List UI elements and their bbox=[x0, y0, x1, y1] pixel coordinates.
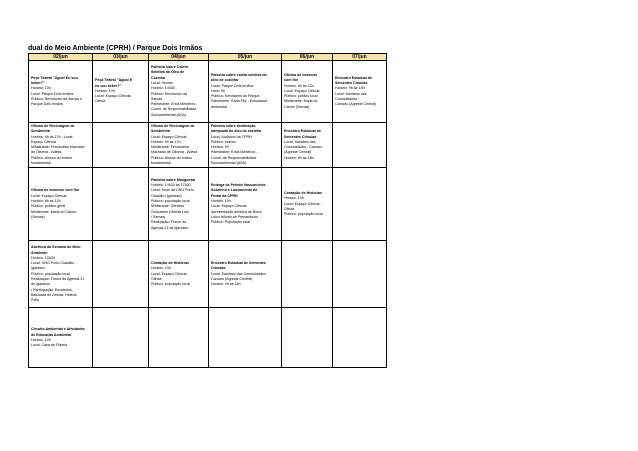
event-entry bbox=[211, 261, 279, 287]
event-title: Oficina de bonecos com flor bbox=[31, 188, 80, 193]
event-title: eu vou beber?" bbox=[95, 83, 122, 88]
schedule-cell bbox=[282, 308, 333, 368]
schedule-cell bbox=[333, 61, 387, 123]
schedule-cell bbox=[29, 241, 93, 308]
event-title: óleo de cozinha bbox=[211, 78, 238, 83]
event-detail: Horário: 10h30 bbox=[31, 255, 55, 260]
event-detail: Batucada do Zemas, Helena bbox=[31, 292, 77, 297]
schedule-cell bbox=[93, 123, 149, 168]
event-detail: Horário: 9h às 17h - Local: bbox=[31, 134, 74, 139]
sheet-title: dual do Meio Ambiente (CPRH) / Parque Dois Irmãos bbox=[28, 45, 203, 52]
event-detail: Realização: Fórum da Agenda 21 bbox=[31, 277, 85, 282]
event-detail: Coord. de Responsabilidade bbox=[211, 155, 257, 160]
event-entry bbox=[31, 188, 90, 220]
event-title: com flor bbox=[284, 78, 299, 83]
day-header: 03/jun bbox=[93, 54, 149, 61]
event-detail: Público: público local bbox=[284, 94, 318, 99]
event-title: Contação de Histórias bbox=[151, 261, 189, 266]
schedule-cell bbox=[209, 61, 282, 123]
event-detail: Realização: Fórum da bbox=[151, 220, 187, 225]
event-detail: Local: Parque Dois Irmãos bbox=[31, 91, 74, 96]
schedule-cell bbox=[333, 308, 387, 368]
event-title: Encontro Estadual de bbox=[284, 129, 321, 134]
event-title: Peça Teatral "Água! Eu vou bbox=[31, 75, 78, 80]
event-detail: Palestrante: Karla Flor - Educadora bbox=[211, 99, 268, 104]
event-detail: Socioambiental (ASA) bbox=[151, 112, 187, 117]
event-detail: Ministrante: Gerelino bbox=[151, 204, 185, 209]
schedule-row bbox=[29, 308, 387, 368]
event-detail: Local: Espaço Ciência bbox=[95, 94, 131, 99]
event-detail: Local: Auditório da CPRH bbox=[211, 134, 252, 139]
event-detail: Horário: 10h bbox=[31, 86, 51, 91]
schedule-cell bbox=[29, 308, 93, 368]
event-detail: Olinda bbox=[151, 277, 162, 282]
event-detail: Público: público geral bbox=[31, 204, 66, 209]
event-title: Circuito Ambiental e Atividades bbox=[31, 327, 85, 332]
day-header: 07/jun bbox=[333, 54, 387, 61]
event-detail: Espaço Ciência bbox=[31, 139, 56, 144]
schedule-row bbox=[29, 168, 387, 241]
event-title: Oficina de Reciclagem de bbox=[151, 124, 195, 128]
event-detail: Caruaru (Agreste Central) bbox=[211, 277, 253, 282]
event-detail: Gonçalves (Vilinha Lins bbox=[151, 209, 189, 214]
event-detail: • Participação: Escoteiros, bbox=[31, 287, 73, 292]
event-title: Sementes Crioulas bbox=[284, 134, 317, 139]
event-title: Sombrinha bbox=[151, 129, 170, 134]
event-detail: (Semas) bbox=[31, 214, 45, 219]
schedule-cell bbox=[282, 241, 333, 308]
event-title: Peça Teatral "Água! E bbox=[95, 78, 133, 83]
event-detail: Local: Sanitário das bbox=[335, 91, 367, 96]
event-detail: Público: Servidores da bbox=[151, 91, 187, 96]
schedule-cell bbox=[93, 241, 149, 308]
event-detail: Semas bbox=[151, 96, 163, 101]
event-detail: Horário: 8h às 12h bbox=[284, 83, 314, 88]
event-entry bbox=[211, 73, 279, 110]
event-title: Crioulas bbox=[211, 266, 226, 271]
event-detail: Local: ONG Porto Cidadão - bbox=[31, 261, 76, 266]
event-entry bbox=[151, 261, 206, 287]
event-title: Encontro Estadual de bbox=[335, 75, 372, 80]
event-title: Oficina de Reciclagem de bbox=[31, 124, 75, 128]
event-entry bbox=[284, 129, 330, 161]
event-detail: Ministrante: Maria do Carmo bbox=[31, 209, 77, 214]
event-title: Portal da CPRH bbox=[211, 193, 238, 198]
event-detail: Comunidades - Caruaru bbox=[284, 145, 323, 150]
day-header: 04/jun bbox=[149, 54, 209, 61]
event-detail: Caruaru (Agreste Central) bbox=[335, 102, 377, 107]
schedule-cell bbox=[149, 123, 209, 168]
event-detail: Horário: 9h bbox=[211, 145, 229, 150]
event-title: beber?" bbox=[31, 80, 45, 85]
event-entry bbox=[151, 178, 206, 231]
event-detail: Ministrante: Maria do bbox=[284, 99, 318, 104]
event-detail: Local: Espaço Ciência bbox=[31, 193, 67, 198]
event-detail: Parque Dois Irmãos bbox=[31, 102, 63, 107]
event-detail: Local: Casa de Filipéia bbox=[31, 343, 68, 348]
event-detail: Local: Espaço Ciência - bbox=[284, 201, 322, 206]
event-detail: / Semas) bbox=[151, 214, 166, 219]
event-detail: de Igarassu bbox=[31, 282, 50, 287]
schedule-cell bbox=[282, 168, 333, 241]
event-detail: Local: Parque Dois Irmãos bbox=[211, 83, 254, 88]
event-title: Contação de Histórias bbox=[284, 191, 322, 196]
schedule-cell bbox=[209, 241, 282, 308]
event-detail: Público: população local bbox=[151, 199, 190, 204]
event-title: Ambiente bbox=[31, 250, 48, 255]
schedule-cell bbox=[29, 168, 93, 241]
schedule-table bbox=[28, 53, 387, 368]
event-title: Sombrinha bbox=[31, 129, 50, 134]
event-entry bbox=[95, 78, 146, 104]
event-detail: Local: Espaço Ciência bbox=[151, 134, 187, 139]
event-entry bbox=[31, 76, 90, 108]
event-title: Sementes Crioulas bbox=[335, 80, 368, 85]
event-detail: Apresentação artística de Bloco bbox=[211, 209, 262, 214]
schedule-cell bbox=[29, 123, 93, 168]
schedule-cell bbox=[149, 61, 209, 123]
schedule-cell bbox=[333, 241, 387, 308]
event-detail: Local: Semas bbox=[151, 80, 173, 85]
event-entry bbox=[335, 76, 384, 108]
event-title: Palestra sobre coleta seletiva do bbox=[211, 72, 267, 77]
event-entry bbox=[284, 73, 330, 110]
day-header: 02/jun bbox=[29, 54, 93, 61]
event-title: Palestra sobre destinação bbox=[211, 124, 256, 128]
event-entry bbox=[31, 327, 90, 348]
event-detail: Ministrante: Fernandina Machado bbox=[31, 145, 85, 150]
event-title: Oficina de bonecos bbox=[284, 72, 318, 77]
event-detail: Público: interno bbox=[211, 139, 236, 144]
event-detail: Horário: 10h bbox=[211, 199, 231, 204]
event-detail: Público: Alunos do ensino bbox=[151, 155, 193, 160]
event-detail: Horário: 9h às 18h bbox=[335, 86, 365, 91]
event-detail: Pollo bbox=[31, 298, 39, 303]
event-detail: Horário: 9h às 17h bbox=[151, 139, 181, 144]
event-detail: Machado de Oliveira - Adesa bbox=[151, 150, 198, 155]
event-entry bbox=[31, 124, 90, 166]
event-detail: Coord. de Responsabilidade bbox=[151, 107, 197, 112]
event-entry bbox=[211, 183, 279, 225]
event-detail: Lírico Arlindo de Pernambuco bbox=[211, 214, 259, 219]
event-detail: Horário: 10h bbox=[151, 266, 171, 271]
event-detail: Cidadão (Igarassu) bbox=[151, 193, 182, 198]
event-title: Encontro Estadual de Sementes bbox=[211, 261, 266, 266]
schedule-cell bbox=[93, 61, 149, 123]
event-detail: Horário: 10h bbox=[31, 337, 51, 342]
event-entry bbox=[151, 124, 206, 166]
event-title: de Educação Ambiental bbox=[31, 332, 72, 337]
schedule-cell bbox=[149, 241, 209, 308]
event-title: Abertura da Semana do Meio bbox=[31, 245, 81, 250]
event-title: Sobrinho e Lançamento do bbox=[211, 188, 258, 193]
event-entry bbox=[211, 124, 279, 166]
schedule-cell bbox=[282, 61, 333, 123]
event-detail: Horário: 9h às 18h bbox=[284, 155, 314, 160]
event-title: Cozinha bbox=[151, 75, 165, 80]
schedule-cell bbox=[209, 123, 282, 168]
schedule-row bbox=[29, 123, 387, 168]
schedule-cell bbox=[209, 308, 282, 368]
event-title: Palestra sobre Manguezal bbox=[151, 177, 196, 182]
schedule-cell bbox=[29, 61, 93, 123]
event-title: Seletiva do Óleo de bbox=[151, 70, 185, 75]
event-detail: fundamental bbox=[31, 161, 51, 166]
event-detail: Público: população local bbox=[31, 271, 70, 276]
schedule-cell bbox=[209, 168, 282, 241]
event-detail: Horário: 14h30 bbox=[151, 86, 175, 91]
event-detail: de Oliveira - Adesa bbox=[31, 150, 62, 155]
event-detail: (Agreste Central) bbox=[284, 150, 312, 155]
event-detail: Hora: 9h bbox=[211, 88, 225, 93]
day-header-row bbox=[29, 54, 387, 61]
event-detail: Público: Servidores da Semas e bbox=[31, 96, 83, 101]
schedule-cell bbox=[93, 308, 149, 368]
event-detail: Ambiental bbox=[211, 104, 227, 109]
event-detail: Local: Sanitário das Comunidades bbox=[211, 271, 266, 276]
event-title: Palestra sobre Coleta bbox=[151, 65, 188, 70]
schedule-cell bbox=[93, 168, 149, 241]
event-entry bbox=[284, 191, 330, 217]
event-detail: Local: Espaço Ciência bbox=[211, 204, 247, 209]
event-detail: Carmo (Semas) bbox=[284, 104, 310, 109]
schedule-cell bbox=[282, 123, 333, 168]
event-detail: Agenda 21 de Igarassu bbox=[151, 225, 189, 230]
event-detail: Palestrante: Erica Medeiros - bbox=[211, 150, 258, 155]
event-detail: Local: Sanitário das bbox=[284, 139, 316, 144]
event-title: adequada do óleo de cozinha bbox=[211, 129, 262, 134]
event-detail: Socioambiental (ASA) bbox=[211, 161, 247, 166]
schedule-cell bbox=[149, 168, 209, 241]
schedule-cell bbox=[333, 123, 387, 168]
event-detail: Público: população local bbox=[151, 282, 190, 287]
day-header: 05/jun bbox=[209, 54, 282, 61]
event-detail: Horário: 10h bbox=[95, 88, 115, 93]
event-detail: Comunidades - bbox=[335, 96, 360, 101]
schedule-row bbox=[29, 61, 387, 123]
schedule-row bbox=[29, 241, 387, 308]
event-detail: Igarassu bbox=[31, 266, 45, 271]
schedule-cell bbox=[333, 168, 387, 241]
event-detail: Horário: 14h30 às 17h30 bbox=[151, 183, 191, 188]
event-detail: Olinda bbox=[95, 99, 106, 104]
event-detail: Público: População local bbox=[211, 220, 251, 225]
event-detail: Ministrante: Fernandina bbox=[151, 145, 189, 150]
event-detail: Público: Alunos do ensino bbox=[31, 155, 73, 160]
event-detail: Horário: 8h às 12h bbox=[31, 199, 61, 204]
event-detail: Local: Espaço Ciência - bbox=[151, 271, 189, 276]
schedule-cell bbox=[149, 308, 209, 368]
event-detail: Público: população local bbox=[284, 212, 323, 217]
event-detail: Público: Servidores do Parque bbox=[211, 94, 260, 99]
event-detail: Olinda bbox=[284, 207, 295, 212]
event-detail: Palestrante: Erica Medeiros - bbox=[151, 102, 198, 107]
event-title: Entrega de Prêmio Vasconcelos bbox=[211, 183, 266, 188]
event-detail: Horário: 10h bbox=[284, 196, 304, 201]
event-entry bbox=[151, 65, 206, 118]
event-detail: Local: Espaço Ciência bbox=[284, 88, 320, 93]
event-detail: fundamental bbox=[151, 161, 171, 166]
day-header: 06/jun bbox=[282, 54, 333, 61]
event-entry bbox=[31, 245, 90, 303]
event-detail: Local: Sede da ONG Porto bbox=[151, 188, 194, 193]
event-detail: Horário: 9h às 18h bbox=[211, 282, 241, 287]
